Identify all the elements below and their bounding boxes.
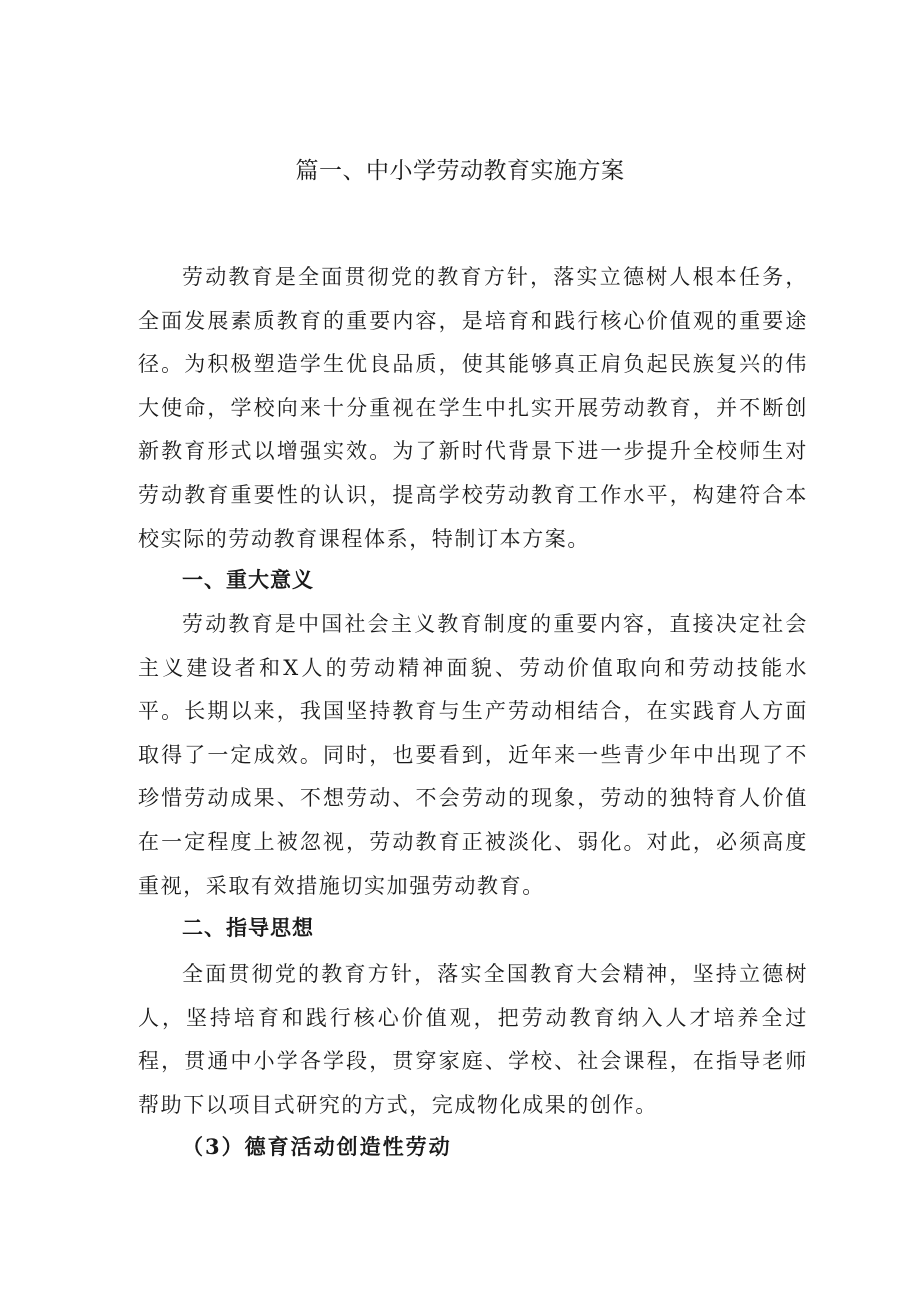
section-paragraph-significance: 劳动教育是中国社会主义教育制度的重要内容，直接决定社会主义建设者和X人的劳动精神面貌、劳动价值取向和劳动技能水平。长期以来，我国坚持教育与生产劳动相结合，在实践育人方面取得了一定成效。同时，也要看到，近年来一些青少年中出现了不珍惜劳动成果、不想劳动、不会劳动的现象，劳动的独特育人价值在一定程度上被忽视，劳动教育正被淡化、弱化。对此，必须高度重视，采取有效措施切实加强劳动教育。 (138, 612, 808, 898)
intro-paragraph: 劳动教育是全面贯彻党的教育方针，落实立德树人根本任务，全面发展素质教育的重要内容，是培育和践行核心价值观的重要途径。为积极塑造学生优良品质，使其能够真正肩负起民族复兴的伟大使命，学校向来十分重视在学生中扎实开展劳动教育，并不断创新教育形式以增强实效。为了新时代背景下进一步提升全校师生对劳动教育重要性的认识，提高学校劳动教育工作水平，构建符合本校实际的劳动教育课程体系，特制订本方案。 (138, 265, 808, 551)
section-paragraph-guiding-thought: 全面贯彻党的教育方针，落实全国教育大会精神，坚持立德树人，坚持培育和践行核心价值观，把劳动教育纳入人才培养全过程，贯通中小学各学段，贯穿家庭、学校、社会课程，在指导老师帮助下以项目式研究的方式，完成物化成果的创作。 (138, 962, 808, 1117)
document-title: 篇一、中小学劳动教育实施方案 (295, 158, 625, 184)
subheading-moral-activity: （3）德育活动创造性劳动 (182, 1134, 452, 1159)
section-heading-guiding-thought: 二、指导思想 (182, 916, 314, 940)
section-heading-significance: 一、重大意义 (182, 568, 314, 592)
